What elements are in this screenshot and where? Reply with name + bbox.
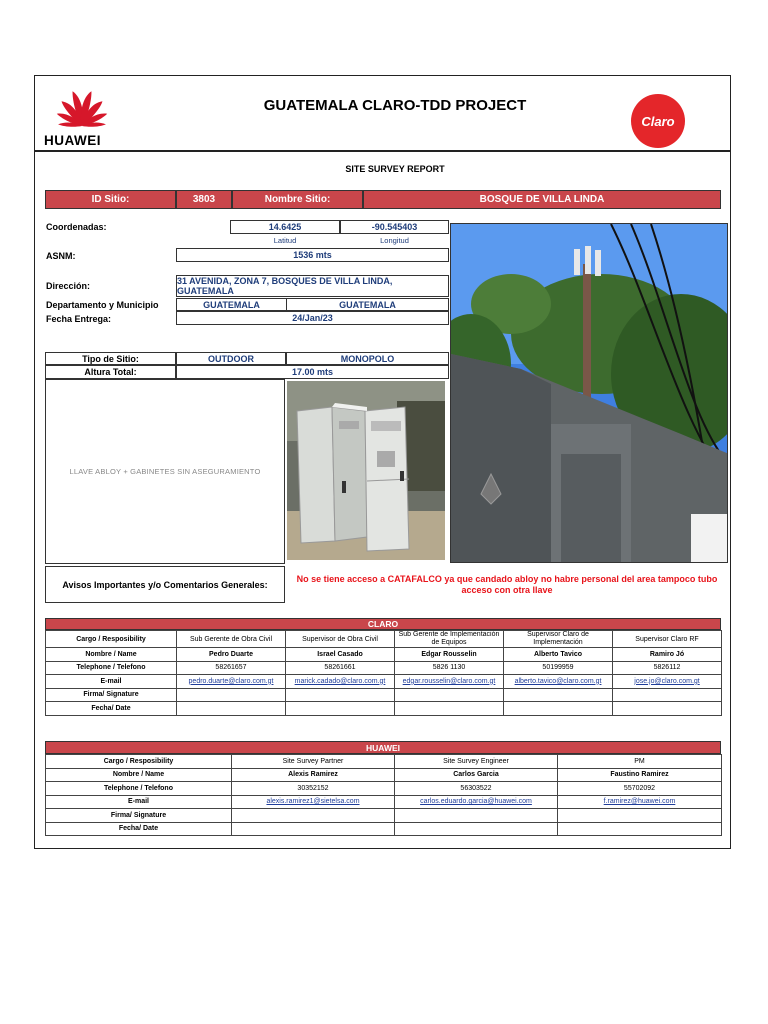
huawei-row-role — [46, 755, 722, 769]
claro-role-cell: Sub Gerente de Obra Civil — [177, 631, 286, 648]
signature-cell — [232, 809, 395, 823]
date-cell — [395, 822, 558, 836]
claro-name-cell: Pedro Duarte — [177, 648, 286, 662]
claro-table — [45, 630, 722, 716]
claro-phone-cell: 58261657 — [177, 661, 286, 675]
signature-cell — [177, 688, 286, 702]
row-label: E-mail — [46, 675, 177, 689]
huawei-phone-cell: 30352152 — [232, 782, 395, 796]
nombre-sitio-value: BOSQUE DE VILLA LINDA — [363, 190, 721, 209]
huawei-flower-icon — [42, 80, 122, 128]
claro-email-link[interactable]: pedro.duarte@claro.com.gt — [177, 675, 286, 689]
date-cell — [558, 822, 722, 836]
asnm-value: 1536 mts — [176, 248, 449, 262]
claro-email-link[interactable]: marick.cadado@claro.com.gt — [286, 675, 395, 689]
signature-cell — [558, 809, 722, 823]
row-label: Nombre / Name — [46, 768, 232, 782]
huawei-table-title: HUAWEI — [45, 741, 721, 754]
claro-row-email — [46, 675, 722, 689]
date-cell — [286, 702, 395, 716]
row-label: Fecha/ Date — [46, 702, 177, 716]
signature-cell — [504, 688, 613, 702]
type-value-1: OUTDOOR — [176, 352, 286, 365]
lat-value: 14.6425 — [230, 220, 340, 234]
report-subtitle: SITE SURVEY REPORT — [345, 164, 445, 174]
id-sitio-label: ID Sitio: — [45, 190, 176, 209]
huawei-row-email — [46, 795, 722, 809]
huawei-row-signature — [46, 809, 722, 823]
claro-email-link[interactable]: alberto.tavico@claro.com.gt — [504, 675, 613, 689]
type-value-2: MONOPOLO — [286, 352, 449, 365]
page-title: GUATEMALA CLARO-TDD PROJECT — [263, 97, 527, 114]
date-value: 24/Jan/23 — [176, 311, 449, 325]
huawei-phone-cell: 55702092 — [558, 782, 722, 796]
dept-label: Departamento y Municipio — [46, 300, 159, 310]
huawei-email-link[interactable]: carlos.eduardo.garcia@huawei.com — [395, 795, 558, 809]
claro-role-cell: Sub Gerente de Implementación de Equipos — [395, 631, 504, 648]
huawei-logo-text: HUAWEI — [44, 133, 101, 148]
claro-role-cell: Supervisor de Obra Civil — [286, 631, 395, 648]
claro-phone-cell: 58261661 — [286, 661, 395, 675]
date-cell — [232, 822, 395, 836]
claro-name-cell: Edgar Rousselin — [395, 648, 504, 662]
site-photo — [450, 223, 728, 563]
huawei-name-cell: Carlos Garcia — [395, 768, 558, 782]
huawei-email-link[interactable]: f.ramirez@huawei.com — [558, 795, 722, 809]
lon-caption: Longitud — [380, 236, 409, 245]
huawei-role-cell: PM — [558, 755, 722, 769]
row-label: Nombre / Name — [46, 648, 177, 662]
address-value: 31 AVENIDA, ZONA 7, BOSQUES DE VILLA LINDA, GUATEMALA — [176, 275, 449, 297]
row-label: Telephone / Telefono — [46, 661, 177, 675]
huawei-logo — [42, 80, 122, 148]
claro-table-title: CLARO — [45, 618, 721, 630]
claro-name-cell: Israel Casado — [286, 648, 395, 662]
notes-label: Avisos Importantes y/o Comentarios Generales: — [45, 566, 285, 603]
type-label: Tipo de Sitio: — [45, 352, 176, 365]
claro-row-signature — [46, 688, 722, 702]
huawei-row-name — [46, 768, 722, 782]
signature-cell — [395, 809, 558, 823]
date-cell — [177, 702, 286, 716]
claro-row-role — [46, 631, 722, 648]
huawei-role-cell: Site Survey Partner — [232, 755, 395, 769]
huawei-name-cell: Faustino Ramirez — [558, 768, 722, 782]
claro-email-link[interactable]: edgar.rousselin@claro.com.gt — [395, 675, 504, 689]
claro-name-cell: Ramiro Jó — [613, 648, 722, 662]
huawei-row-date — [46, 822, 722, 836]
claro-row-phone — [46, 661, 722, 675]
claro-logo — [631, 94, 685, 148]
claro-name-cell: Alberto Tavico — [504, 648, 613, 662]
muni-value: GUATEMALA — [286, 298, 449, 311]
claro-role-cell: Supervisor Claro RF — [613, 631, 722, 648]
huawei-email-link[interactable]: alexis.ramirez1@sietelsa.com — [232, 795, 395, 809]
height-label: Altura Total: — [45, 365, 176, 379]
claro-phone-cell: 50199959 — [504, 661, 613, 675]
claro-phone-cell: 5826112 — [613, 661, 722, 675]
address-label: Dirección: — [46, 281, 91, 291]
id-sitio-value: 3803 — [176, 190, 232, 209]
huawei-row-phone — [46, 782, 722, 796]
photo-caption: LLAVE ABLOY + GABINETES SIN ASEGURAMIENTO — [69, 467, 261, 476]
date-label: Fecha Entrega: — [46, 314, 112, 324]
header-divider — [34, 150, 731, 152]
date-cell — [504, 702, 613, 716]
height-value: 17.00 mts — [176, 365, 449, 379]
signature-cell — [286, 688, 395, 702]
huawei-role-cell: Site Survey Engineer — [395, 755, 558, 769]
huawei-phone-cell: 56303522 — [395, 782, 558, 796]
row-label: Telephone / Telefono — [46, 782, 232, 796]
signature-cell — [395, 688, 504, 702]
huawei-name-cell: Alexis Ramirez — [232, 768, 395, 782]
nombre-sitio-label: Nombre Sitio: — [232, 190, 363, 209]
photo-caption-box — [45, 379, 285, 564]
row-label: Firma/ Signature — [46, 688, 177, 702]
claro-phone-cell: 5826 1130 — [395, 661, 504, 675]
row-label: Fecha/ Date — [46, 822, 232, 836]
signature-cell — [613, 688, 722, 702]
row-label: Cargo / Resposibility — [46, 631, 177, 648]
claro-logo-text: Claro — [641, 113, 675, 129]
claro-row-date — [46, 702, 722, 716]
date-cell — [395, 702, 504, 716]
cabinet-photo — [287, 381, 445, 560]
lon-value: -90.545403 — [340, 220, 449, 234]
huawei-table — [45, 754, 722, 836]
claro-email-link[interactable]: jose.jo@claro.com.gt — [613, 675, 722, 689]
date-cell — [613, 702, 722, 716]
lat-caption: Latitud — [273, 236, 297, 245]
notes-box — [285, 566, 729, 603]
row-label: Cargo / Resposibility — [46, 755, 232, 769]
asnm-label: ASNM: — [46, 251, 76, 261]
dept-value: GUATEMALA — [176, 298, 286, 311]
claro-row-name — [46, 648, 722, 662]
row-label: Firma/ Signature — [46, 809, 232, 823]
row-label: E-mail — [46, 795, 232, 809]
notes-value: No se tiene acceso a CATAFALCO ya que candado abloy no habre personal del area tampoco tubo acceso con otra llave — [296, 573, 718, 595]
coords-label: Coordenadas: — [46, 222, 107, 232]
claro-role-cell: Supervisor Claro de Implementación — [504, 631, 613, 648]
